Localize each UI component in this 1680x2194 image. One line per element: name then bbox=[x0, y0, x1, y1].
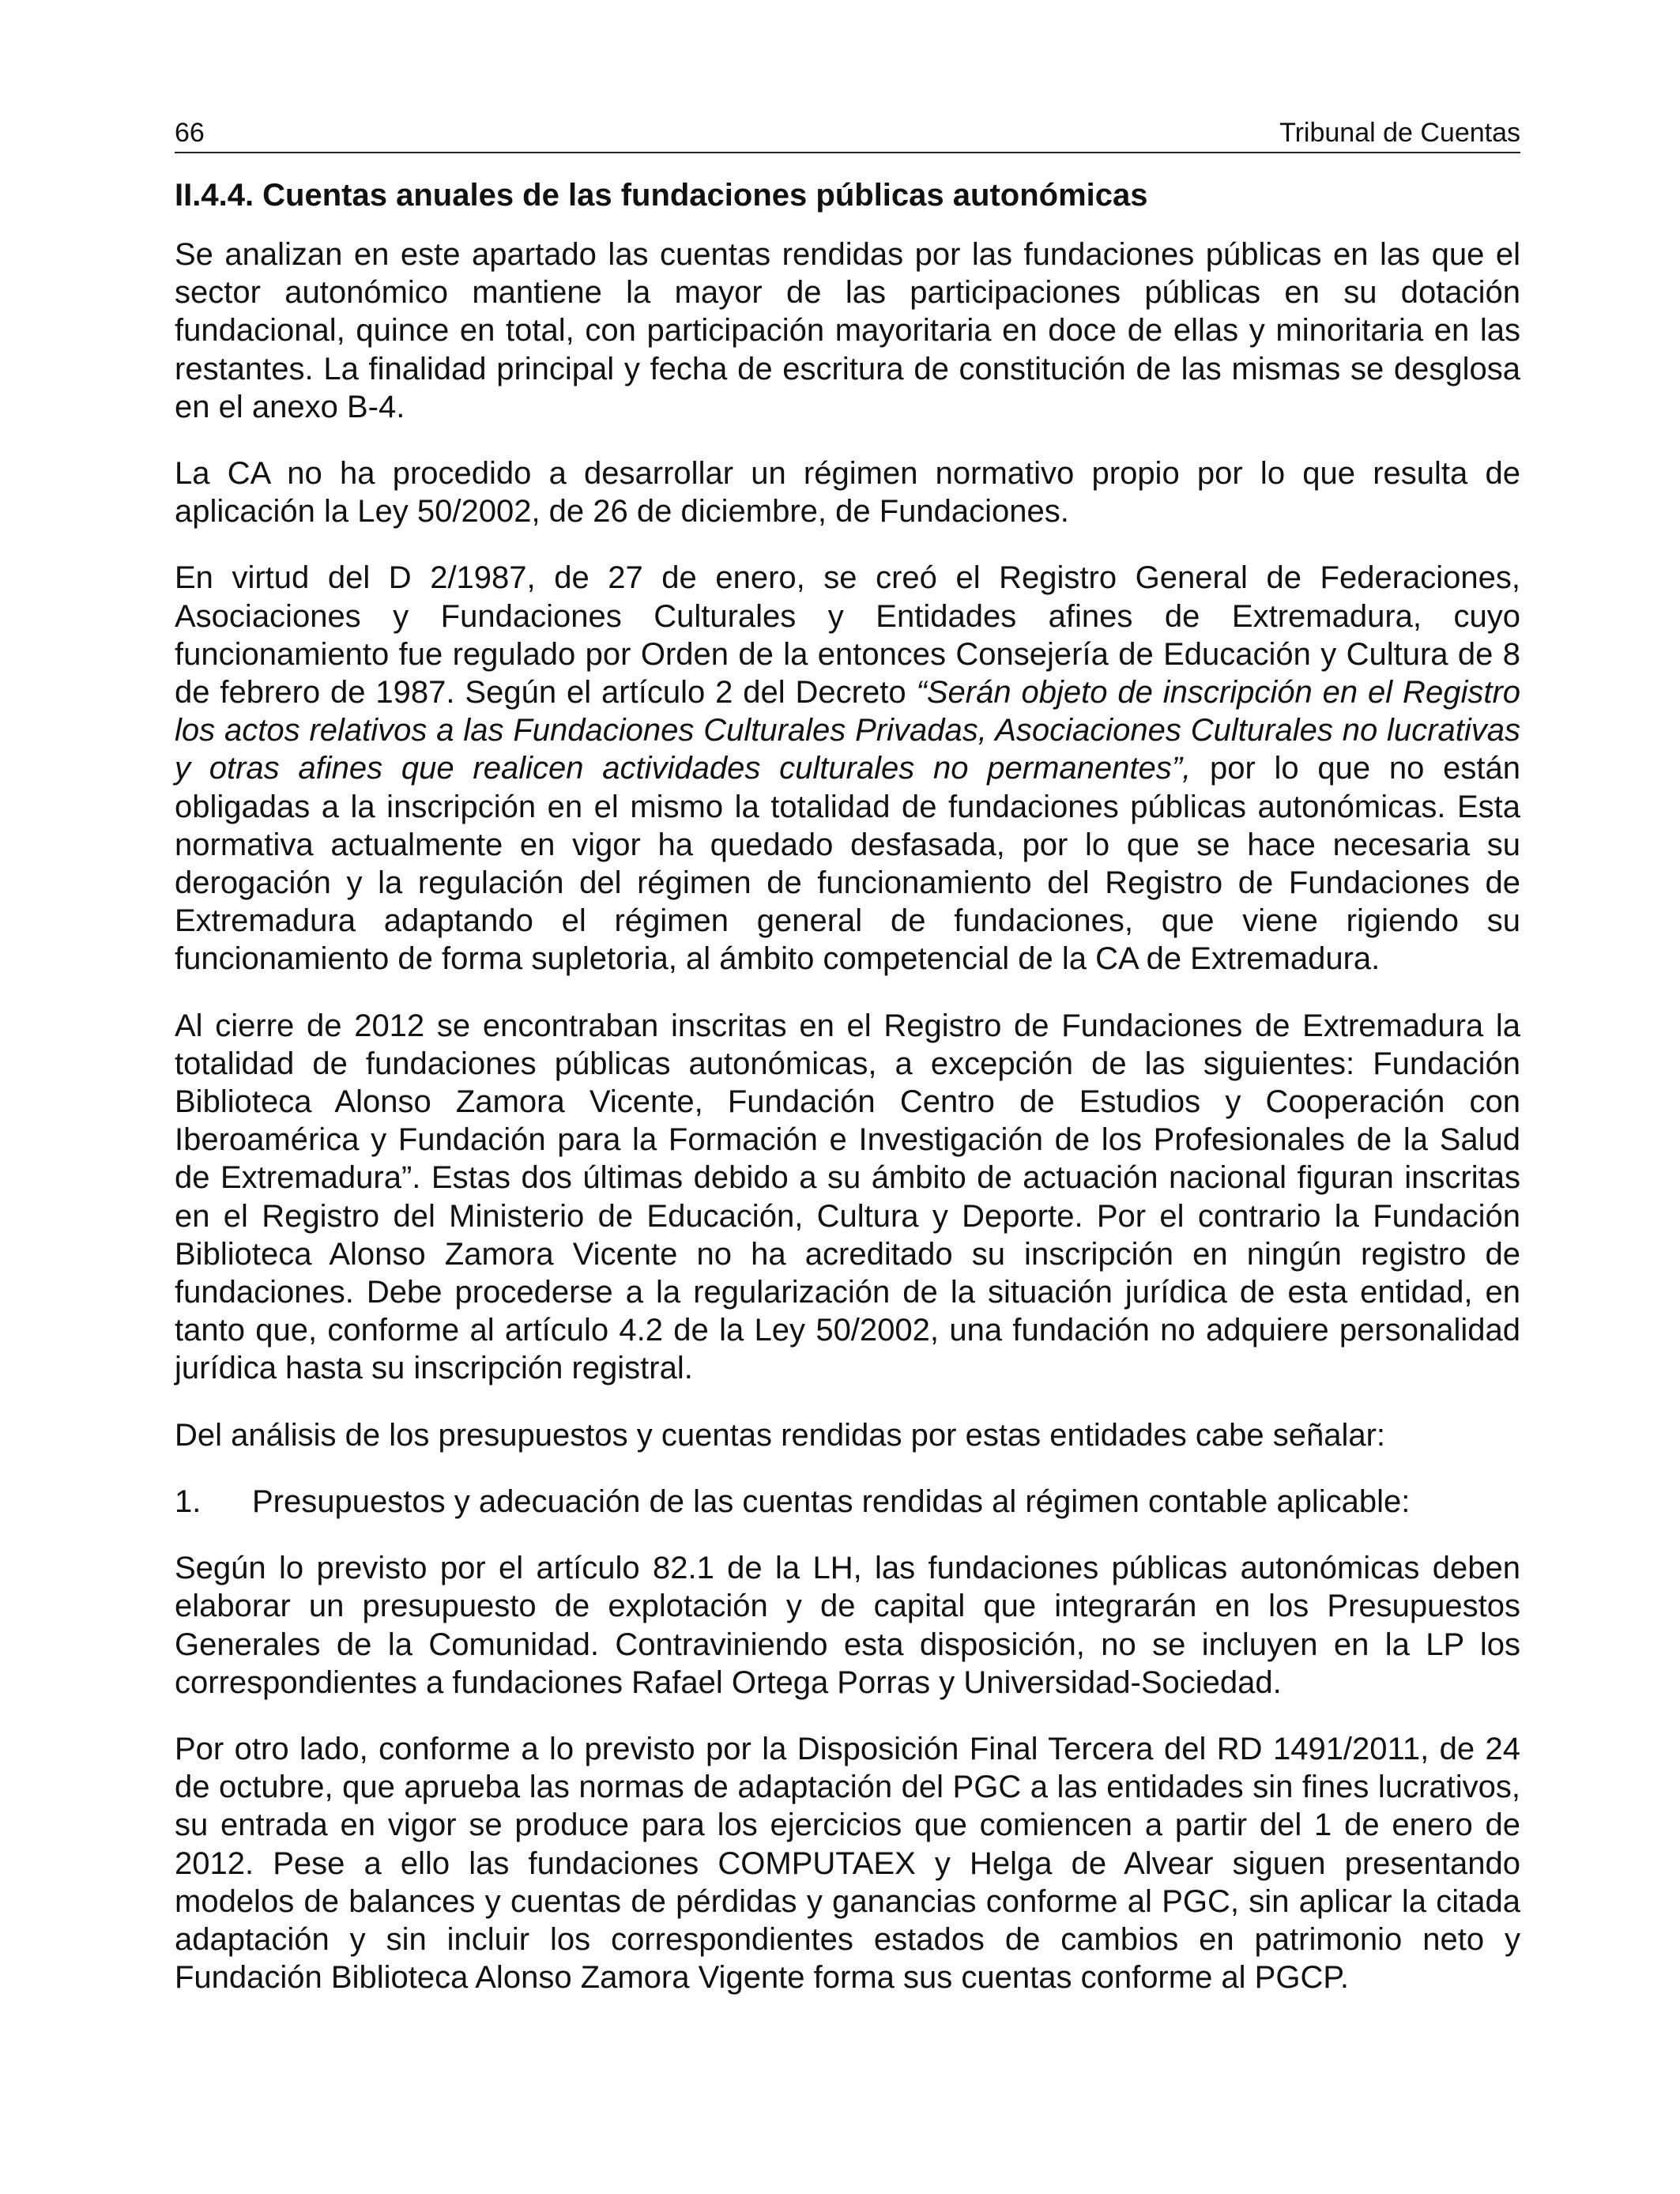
paragraph-registro-general bbox=[175, 559, 1520, 978]
paragraph-adaptacion-pgc: Por otro lado, conforme a lo previsto por la Disposición Final Tercera del RD 1491/2011, de 24 de octubre, que aprueba las normas de adaptación del PGC a las entidades sin fines lucrativos, su entrada en vigor se produce para los ejercicios que comiencen a partir del 1 de enero de 2012. Pese a ello las fundaciones COMPUTAEX y Helga de Alvear siguen presentando modelos de balances y cuentas de pérdidas y ganancias conforme al PGC, sin aplicar la citada adaptación y sin incluir los correspondientes estados de cambios en patrimonio neto y Fundación Biblioteca Alonso Zamora Vigente forma sus cuentas conforme al PGCP. bbox=[175, 1731, 1520, 1996]
list-item bbox=[175, 1483, 1520, 1521]
list-item-number: 1. bbox=[175, 1483, 202, 1519]
decree-quote: “Serán objeto de inscripción en el Registro los actos relativos a las Fundaciones Culturales Privadas, Asociaciones Culturales no lucrativas y otras afines que realicen actividades culturales no permanentes”, bbox=[175, 675, 1521, 786]
page-number: 66 bbox=[175, 118, 205, 148]
page-header bbox=[175, 117, 1520, 153]
paragraph-regimen-normativo: La CA no ha procedido a desarrollar un régimen normativo propio por lo que resulta de aplicación la Ley 50/2002, de 26 de diciembre, de Fundaciones. bbox=[175, 456, 1520, 530]
paragraph-registro-text-end: por lo que no están obligadas a la inscripción en el mismo la totalidad de fundaciones públicas autonómicas. Esta normativa actualmente en vigor ha quedado desfasada, por lo que se hace necesaria su derogación y la regulación del régimen de funcionamiento del Registro de Fundaciones de Extremadura adaptando el régimen general de fundaciones, que viene rigiendo su funcionamiento de forma supletoria, al ámbito competencial de la CA de Extremadura. bbox=[175, 751, 1521, 977]
paragraph-presupuestos: Según lo previsto por el artículo 82.1 de la LH, las fundaciones públicas autonómicas deben elaborar un presupuesto de explotación y de capital que integrarán en los Presupuestos Generales de la Comunidad. Contraviniendo esta disposición, no se incluyen en la LP los correspondientes a fundaciones Rafael Ortega Porras y Universidad-Sociedad. bbox=[175, 1551, 1520, 1700]
publisher-name: Tribunal de Cuentas bbox=[1279, 118, 1520, 148]
paragraph-intro: Se analizan en este apartado las cuentas rendidas por las fundaciones públicas en las que el sector autonómico mantiene la mayor de las participaciones públicas en su dotación fundacional, quince en total, con participación mayoritaria en doce de ellas y minoritaria en las restantes. La finalidad principal y fecha de escritura de constitución de las mismas se desglosa en el anexo B-4. bbox=[175, 237, 1520, 424]
section-title: II.4.4. Cuentas anuales de las fundaciones públicas autonómicas bbox=[175, 178, 1148, 213]
paragraph-registro-text-start: En virtud del D 2/1987, de 27 de enero, se creó el Registro General de Federaciones, Asociaciones y Fundaciones Culturales y Entidades afines de Extremadura, cuyo funcionamiento fue regulado por Orden de la entonces Consejería de Educación y Cultura de 8 de febrero de 1987. Según el artículo 2 del Decreto bbox=[175, 560, 1520, 711]
paragraph-inscripcion-registro: Al cierre de 2012 se encontraban inscritas en el Registro de Fundaciones de Extremadura la totalidad de fundaciones públicas autonómicas, a excepción de las siguientes: Fundación Biblioteca Alonso Zamora Vicente, Fundación Centro de Estudios y Cooperación con Iberoamérica y Fundación para la Formación e Investigación de los Profesionales de la Salud de Extremadura”. Estas dos últimas debido a su ámbito de actuación nacional figuran inscritas en el Registro del Ministerio de Educación, Cultura y Deporte. Por el contrario la Fundación Biblioteca Alonso Zamora Vicente no ha acreditado su inscripción en ningún registro de fundaciones. Debe procederse a la regularización de la situación jurídica de esta entidad, en tanto que, conforme al artículo 4.2 de la Ley 50/2002, una fundación no adquiere personalidad jurídica hasta su inscripción registral. bbox=[175, 1008, 1520, 1386]
document-page bbox=[175, 117, 1520, 2025]
paragraph-analisis-intro: Del análisis de los presupuestos y cuentas rendidas por estas entidades cabe señalar: bbox=[175, 1417, 1386, 1453]
list-item-text: Presupuestos y adecuación de las cuentas rendidas al régimen contable aplicable: bbox=[252, 1483, 1411, 1519]
